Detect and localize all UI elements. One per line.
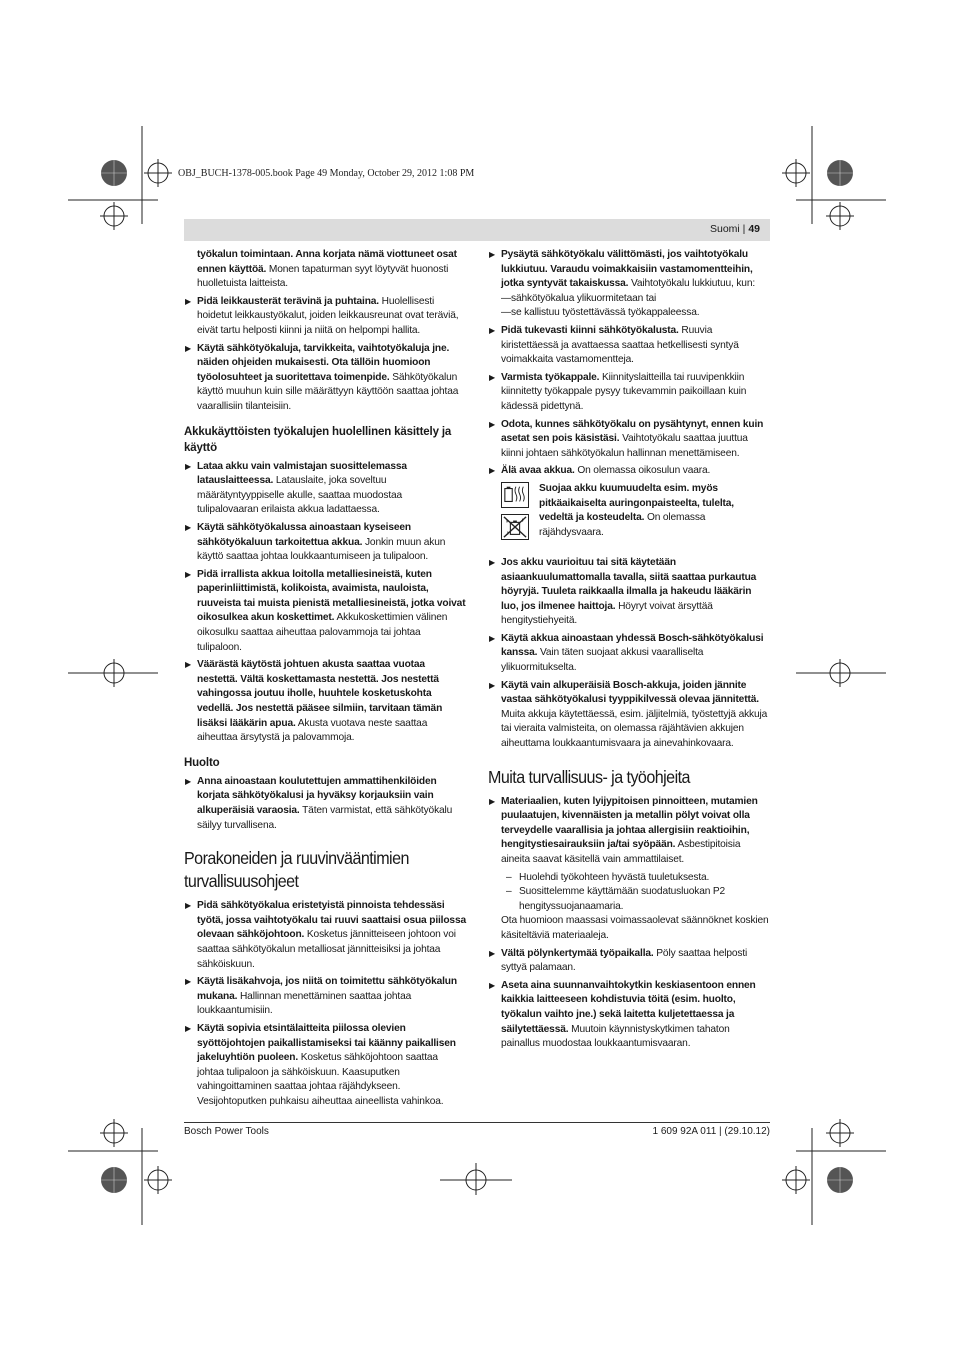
arrow-icon: ▶ — [185, 776, 192, 786]
arrow-icon: ▶ — [489, 419, 496, 429]
left-column — [184, 248, 466, 1113]
right-column — [488, 248, 770, 1055]
language-label: Suomi — [709, 223, 740, 235]
footer-doc-number: 1 609 92A 011 | (29.10.12) — [652, 1126, 770, 1137]
list-item: ▶ Varmista työkappale. Kiinnityslaitteilla tai ruuvipenkkiin kiinnitetty työkappale pysyy tukevammin paikoillaan kuin kädessä pidettynä. — [489, 371, 747, 412]
dash-icon: – — [506, 871, 512, 883]
list-item: ▶ Käytä sopivia etsintälaitteita piilossa olevien syöttöjohtojen paikallistamiseksi tai käänny paikallisen jakeluyhtiön puoleen. Kosketus sähköjohtoon saattaa johtaa tulipaloon ja sähköiskuun. Kaasuputken vahingoittaminen saattaa johtaa räjähdykseen. Vesijohtoputken puhkaisu aiheuttaa aineellista vahinkoa. — [185, 1022, 456, 1107]
arrow-icon: ▶ — [489, 466, 496, 476]
dash-list-item: – Huolehdi työkohteen hyvästä tuuletuksesta. — [488, 871, 770, 886]
list-item: ▶ Anna ainoastaan koulutettujen ammattihenkilöiden korjata sähkötyökalusi ja hyväksy korjauksiin vain alkuperäisiä varaosia. Täten varmistat, että sähkötyökalu säilyy turvallisena. — [185, 775, 453, 831]
arrow-icon: ▶ — [489, 633, 496, 643]
list-item: ▶ Materiaalien, kuten lyijypitoisen pinnoitteen, mutamien puulaatujen, kivennäisten ja metallin pölyt voivat olla terveydelle vaarallisia ja johtaa allergisiin reaktioihin, hengitystiesairauksiin ja/tai syöpään. Asbestipitoisia aineita saavat käsitellä vain ammattilaiset. — [489, 795, 758, 865]
arrow-icon: ▶ — [185, 660, 192, 670]
dash-icon: – — [506, 886, 512, 898]
page-number: 49 — [748, 223, 760, 235]
list-item: ▶ Väärästä käytöstä johtuen akusta saattaa vuotaa nestettä. Vältä koskettamasta nestettä. Jos nestettä vahingossa joutuu iholle, huuhtele kosketuskohta vedellä. Jos nestettä pääsee silmiin, tarvitaan tämän lisäksi lääkärin apua. Akusta vuotava neste saattaa aiheuttaa ärsytystä ja palovammoja. — [185, 659, 443, 744]
page-header-bar — [184, 219, 770, 241]
footer-rule — [184, 1122, 770, 1123]
section-title: Porakoneiden ja ruuvinvääntimien turvallisuusohjeet — [184, 848, 409, 892]
list-item: ▶ Käytä sähkötyökalussa ainoastaan kyseiseen sähkötyökaluun tarkoitettua akkua. Jonkin muun akun käyttö saattaa johtaa loukkaantumiseen ja tulipaloon. — [185, 521, 446, 563]
arrow-icon: ▶ — [185, 977, 192, 987]
section-title: Muita turvallisuus- ja työohjeita — [488, 766, 690, 787]
list-item: ▶ Odota, kunnes sähkötyökalu on pysähtynyt, ennen kuin asetat sen pois käsistäsi. Vaihtotyökalu saattaa juuttua kiinni johtaen sähkötyökalun hallinnan menettämiseen. — [489, 418, 764, 459]
list-item: ▶ Aseta aina suunnanvaihtokytkin keskiasentoon ennen kaikkia laitteeseen kohdistuvia töitä (esim. huolto, työkalun vaihto jne.) sekä laitetta kuljetettaessa ja säilytettäessä. Muutoin käynnistyskytkimen tahaton painallus muodostaa loukkaantumisvaaran. — [489, 979, 756, 1050]
battery-warning-box: Suojaa akku kuumuudelta esim. myös pitkäaikaiselta auringonpaisteelta, tulelta, vedeltä ja kosteudelta. On olemassa räjähdysvaara. — [501, 482, 770, 542]
arrow-icon: ▶ — [185, 901, 192, 911]
list-item: ▶ Älä avaa akkua. On olemassa oikosulun vaara. — [488, 464, 770, 479]
arrow-icon: ▶ — [185, 296, 192, 306]
arrow-icon: ▶ — [489, 980, 496, 990]
arrow-icon: ▶ — [185, 1023, 192, 1033]
battery-heat-icon — [501, 482, 529, 508]
arrow-icon: ▶ — [489, 325, 496, 335]
arrow-icon: ▶ — [489, 557, 496, 567]
list-item: ▶ Lataa akku vain valmistajan suosittelemassa latauslaitteessa. Latauslaite, joka soveltuu määrätyntyyppiselle akulle, saattaa muodostaa tulipalovaaran erilaista akkua ladattaessa. — [185, 460, 407, 516]
list-item: ▶ Vältä pölynkertymää työpaikalla. Pöly saattaa helposti syttyä palamaan. — [489, 947, 748, 974]
dash-list-item: – Suosittelemme käyttämään suodatusluokan P2 hengityssuojanaamaria. — [506, 886, 726, 912]
list-item: ▶ Pysäytä sähkötyökalu välittömästi, jos vaihtotyökalu lukkiutuu. Varaudu voimakkaisiin vastamomentteihin, jotka syntyvät takaiskussa. Vaihtotyökalu lukkiutuu, kun: — [489, 249, 756, 290]
paragraph: Ota huomioon maassasi voimassaolevat säännöknet koskien käsiteltäviä materiaaleja. — [501, 915, 769, 941]
arrow-icon: ▶ — [489, 948, 496, 958]
arrow-icon: ▶ — [185, 461, 192, 471]
arrow-icon: ▶ — [489, 250, 496, 259]
file-header: OBJ_BUCH-1378-005.book Page 49 Monday, October 29, 2012 1:08 PM — [178, 168, 475, 179]
arrow-icon: ▶ — [185, 343, 192, 353]
page-label-separator: | — [739, 223, 749, 235]
arrow-icon: ▶ — [489, 796, 496, 806]
list-item: ▶ Pidä irrallista akkua loitolla metalliesineistä, kuten paperinliittimistä, kolikoista, avaimista, nauloista, ruuveista tai muista pienistä metalliesineistä, jotka voivat oikosulkea akun koskettimet. Akkukoskettimien välinen oikosulku saattaa aiheuttaa palovammoja tai johtaa tulipaloon. — [185, 568, 466, 653]
page-label — [710, 223, 760, 235]
list-item: ▶ Käytä vain alkuperäisiä Bosch-akkuja, joiden jännite vastaa sähkötyökalusi tyyppikilvessä olevaa jännitettä. Muita akkuja käytettäessä, esim. jäljitelmiä, työstettyjä akkuja tai vieraita valmisteita, on olemassa räjähtävien akkujen aiheuttama loukkaantumisvaara ja ainevahinkovaara. — [489, 679, 768, 750]
battery-water-icon — [501, 514, 529, 540]
section-subheading: Akkukäyttöisten työkalujen huolellinen käsittely ja käyttö — [184, 425, 452, 454]
footer-brand: Bosch Power Tools — [184, 1126, 269, 1137]
arrow-icon: ▶ — [489, 372, 496, 382]
list-item: ▶ Käytä sähkötyökaluja, tarvikkeita, vaihtotyökaluja jne. näiden ohjeiden mukaisesti. Ota tällöin huomioon työolosuhteet ja suoritettava toimenpide. Sähkötyökalun käyttö muuhun kuin sille määrättyyn käyttöön saattaa johtaa vaarallisiin tilanteisiin. — [185, 342, 459, 412]
list-item: ▶ Jos akku vaurioituu tai sitä käytetään asiaankuulumattomalla tavalla, siitä saattaa purkautua höyryjä. Tuuleta raikkaalla ilmalla ja hakeudu lääkärin luo, jos ilmenee haittoja. Höyryt voivat ärsyttää hengitystiehyeitä. — [489, 556, 757, 627]
list-item: ▶ Pidä tukevasti kiinni sähkötyökalusta. Ruuvia kiristettäessä ja avattaessa saattaa hetkellisesti syntyä voimakkaita vastamomentteja. — [489, 324, 739, 366]
arrow-icon: ▶ — [489, 680, 496, 690]
list-item: ▶ Käytä lisäkahvoja, jos niitä on toimitettu sähkötyökalun mukana. Hallinnan menettäminen saattaa johtaa loukkaantumisiin. — [185, 976, 457, 1017]
list-item: ▶ Pidä leikkausterät terävinä ja puhtaina. Huolellisesti hoidetut leikkaustyökalut, joiden leikkausreunat ovat teräviä, eivät tartu helposti kiinni ja niitä on helpompi hallita. — [185, 295, 459, 336]
section-subheading: Huolto — [184, 756, 220, 769]
intro-paragraph: työkalun toimintaan. Anna korjata nämä viottuneet osat ennen käyttöä. Monen tapaturman syyt löytyvät huonosti huolletuista laitteista. — [197, 249, 457, 290]
list-item: ▶ Pidä sähkötyökalua eristetyistä pinnoista tehdessäsi työtä, jossa vaihtotyökalu tai ruuvi saattaisi osua piilossa olevaan sähköjohtoon. Kosketus jännitteiseen johtoon voi saattaa sähkötyökalun metalliosat jännitteisiksi ja johtaa sähköiskuun. — [185, 900, 466, 970]
arrow-icon: ▶ — [185, 522, 192, 532]
sub-list-item: —se kallistuu työstettävässä työkappaleessa. — [501, 307, 700, 319]
list-item: ▶ Käytä akkua ainoastaan yhdessä Bosch-sähkötyökalusi kanssa. Vain täten suojaat akkusi vaaralliselta ylikuormitukselta. — [489, 632, 764, 674]
arrow-icon: ▶ — [185, 569, 192, 579]
sub-list-item: —sähkötyökalua ylikuormitetaan tai — [501, 292, 657, 304]
